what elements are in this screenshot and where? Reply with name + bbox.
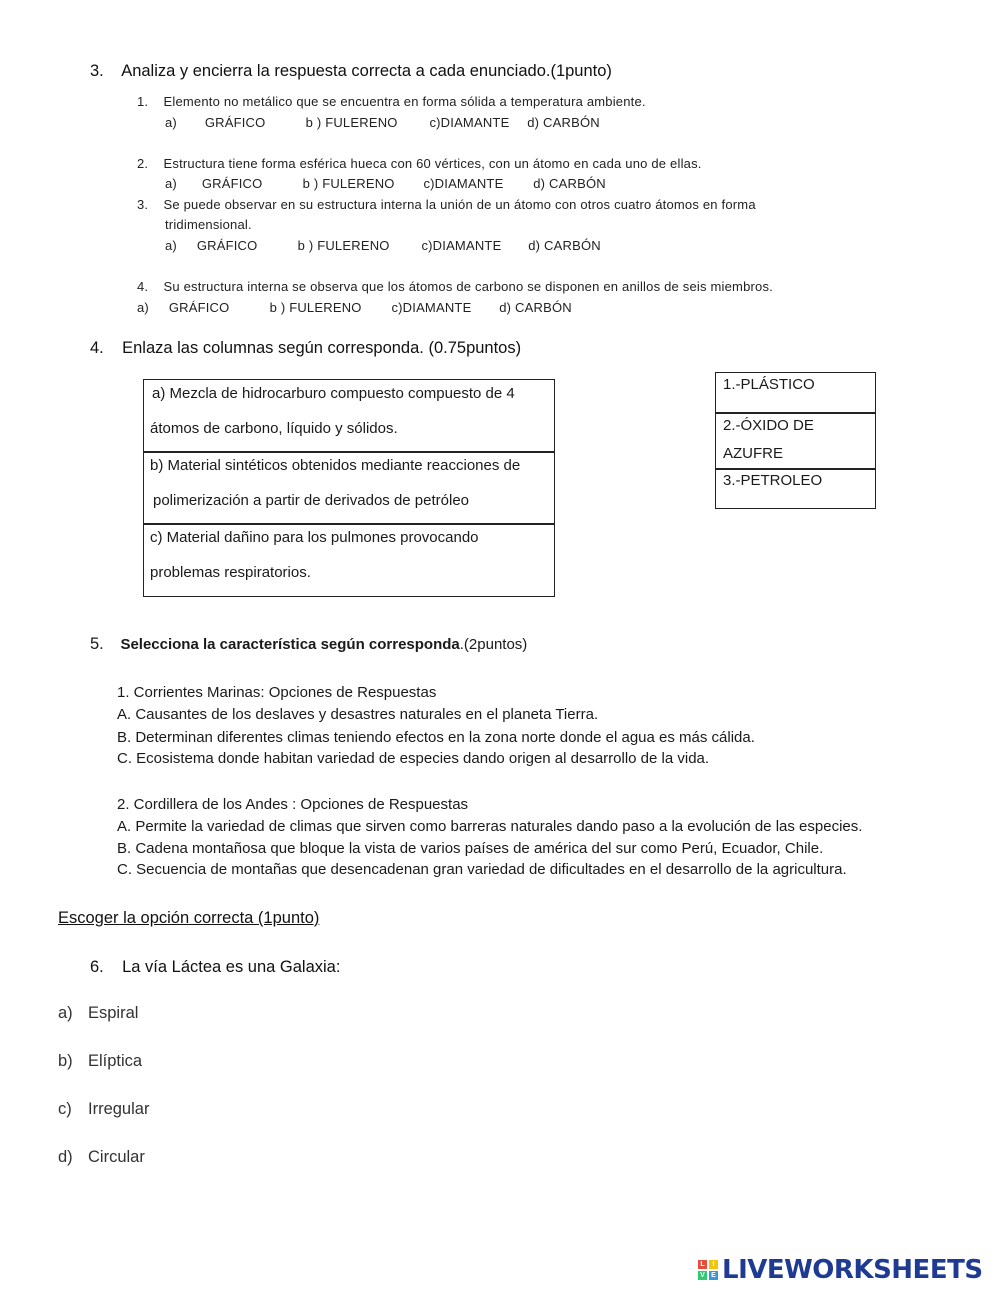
option-diamante[interactable]: c)DIAMANTE bbox=[429, 115, 510, 130]
q3-item-3: 3. Se puede observar en su estructura interna la unión de un átomo con otros cuatro átomos en forma bbox=[137, 197, 756, 212]
q5-heading: 5. Selecciona la característica según corresponda.(2puntos) bbox=[90, 635, 528, 653]
option-diamante[interactable]: c)DIAMANTE bbox=[421, 238, 502, 253]
option-diamante[interactable]: c)DIAMANTE bbox=[423, 176, 504, 191]
option-fullereno[interactable]: b ) FULERENO bbox=[302, 176, 395, 191]
right-column-cell-1[interactable]: 1.-PLÁSTICO bbox=[715, 372, 876, 414]
right-column-cell-2[interactable]: 2.-ÓXIDO DE AZUFRE bbox=[715, 412, 876, 470]
q5-title: Selecciona la característica según corresponda bbox=[120, 636, 460, 653]
option-a-label: a) bbox=[165, 115, 177, 130]
q5-group-1-option-b[interactable]: B. Determinan diferentes climas teniendo efectos en la zona norte donde el agua es más cálida. bbox=[117, 729, 755, 746]
q6-title: La vía Láctea es una Galaxia: bbox=[122, 958, 341, 976]
q3-heading bbox=[90, 62, 612, 81]
option-grafico[interactable]: GRÁFICO bbox=[204, 115, 266, 130]
q6-heading bbox=[90, 958, 340, 977]
q6-option-b[interactable]: b) Elíptica bbox=[58, 1052, 143, 1070]
option-carbon[interactable]: d) CARBÓN bbox=[527, 115, 600, 130]
left-column-cell-b[interactable]: b) Material sintéticos obtenidos mediante reacciones de polimerización a partir de derivados de petróleo bbox=[143, 451, 555, 525]
q5-group-1-option-c[interactable]: C. Ecosistema donde habitan variedad de especies dando origen al desarrollo de la vida. bbox=[117, 750, 710, 767]
liveworksheets-logo bbox=[698, 1255, 983, 1285]
logo-tile-v: V bbox=[698, 1271, 707, 1280]
left-column-cell-c[interactable]: c) Material dañino para los pulmones provocando problemas respiratorios. bbox=[143, 523, 555, 597]
q5-group-1-option-a[interactable]: A. Causantes de los deslaves y desastres naturales en el planeta Tierra. bbox=[117, 706, 599, 723]
q6-option-d[interactable]: d) Circular bbox=[58, 1148, 145, 1166]
q5-group-2-option-c[interactable]: C. Secuencia de montañas que desencadenan gran variedad de dificultades en el desarrollo de la agricultura. bbox=[117, 861, 847, 878]
q3-item-4: 4. Su estructura interna se observa que los átomos de carbono se disponen en anillos de seis miembros. bbox=[137, 279, 773, 294]
q3-item-2-options bbox=[165, 176, 606, 191]
q6-number: 6. bbox=[90, 958, 104, 976]
option-a-label: a) bbox=[165, 176, 177, 191]
q3-item-4-options bbox=[137, 300, 572, 315]
q5-group-1-title: 1. Corrientes Marinas: Opciones de Respuestas bbox=[117, 684, 437, 701]
logo-tile-i: I bbox=[709, 1260, 718, 1269]
q3-item-3-text-cont: tridimensional. bbox=[165, 217, 252, 232]
q5-group-2-option-a[interactable]: A. Permite la variedad de climas que sirven como barreras naturales dando paso a la evolución de las especies. bbox=[117, 818, 863, 835]
q3-item-1: 1. Elemento no metálico que se encuentra en forma sólida a temperatura ambiente. bbox=[137, 94, 646, 109]
right-column-cell-3[interactable]: 3.-PETROLEO bbox=[715, 468, 876, 509]
option-fullereno[interactable]: b ) FULERENO bbox=[305, 115, 398, 130]
q3-title: Analiza y encierra la respuesta correcta a cada enunciado.(1punto) bbox=[121, 62, 612, 80]
q3-item-2-text: Estructura tiene forma esférica hueca con 60 vértices, con un átomo en cada uno de ellas. bbox=[163, 156, 702, 171]
q3-item-1-text: Elemento no metálico que se encuentra en forma sólida a temperatura ambiente. bbox=[163, 94, 646, 109]
q3-item-1-options bbox=[165, 115, 600, 130]
q3-item-3-text: Se puede observar en su estructura interna la unión de un átomo con otros cuatro átomos en forma bbox=[163, 197, 756, 212]
q5-group-2-title: 2. Cordillera de los Andes : Opciones de Respuestas bbox=[117, 796, 469, 813]
option-a-label: a) bbox=[165, 238, 177, 253]
option-carbon[interactable]: d) CARBÓN bbox=[533, 176, 606, 191]
option-grafico[interactable]: GRÁFICO bbox=[201, 176, 263, 191]
option-grafico[interactable]: GRÁFICO bbox=[168, 300, 230, 315]
option-fullereno[interactable]: b ) FULERENO bbox=[297, 238, 390, 253]
q5-number: 5. bbox=[90, 635, 104, 653]
q4-title: Enlaza las columnas según corresponda. (0.75puntos) bbox=[122, 339, 522, 357]
q3-item-2: 2. Estructura tiene forma esférica hueca con 60 vértices, con un átomo en cada uno de ellas. bbox=[137, 156, 702, 171]
option-carbon[interactable]: d) CARBÓN bbox=[528, 238, 601, 253]
left-column-cell-a[interactable]: a) Mezcla de hidrocarburo compuesto compuesto de 4 átomos de carbono, líquido y sólidos. bbox=[143, 379, 555, 453]
q3-number: 3. bbox=[90, 62, 104, 80]
q4-heading bbox=[90, 339, 521, 358]
q6-option-c[interactable]: c) Irregular bbox=[58, 1100, 150, 1118]
option-grafico[interactable]: GRÁFICO bbox=[196, 238, 258, 253]
option-diamante[interactable]: c)DIAMANTE bbox=[391, 300, 472, 315]
section-title: Escoger la opción correcta (1punto) bbox=[58, 909, 320, 927]
brand-name: LIVEWORKSHEETS bbox=[722, 1255, 983, 1285]
logo-tile-l: L bbox=[698, 1260, 707, 1269]
q3-item-3-options bbox=[165, 238, 601, 253]
logo-icon bbox=[698, 1260, 718, 1280]
q4-number: 4. bbox=[90, 339, 104, 357]
option-fullereno[interactable]: b ) FULERENO bbox=[269, 300, 362, 315]
logo-tile-e: E bbox=[709, 1271, 718, 1280]
q6-option-a[interactable]: a) Espiral bbox=[58, 1004, 139, 1022]
option-carbon[interactable]: d) CARBÓN bbox=[499, 300, 572, 315]
option-a-label: a) bbox=[137, 300, 149, 315]
q5-group-2-option-b[interactable]: B. Cadena montañosa que bloque la vista de varios países de américa del sur como Perú, Ecuador, Chile. bbox=[117, 840, 824, 857]
q3-item-4-text: Su estructura interna se observa que los átomos de carbono se disponen en anillos de seis miembros. bbox=[163, 279, 773, 294]
